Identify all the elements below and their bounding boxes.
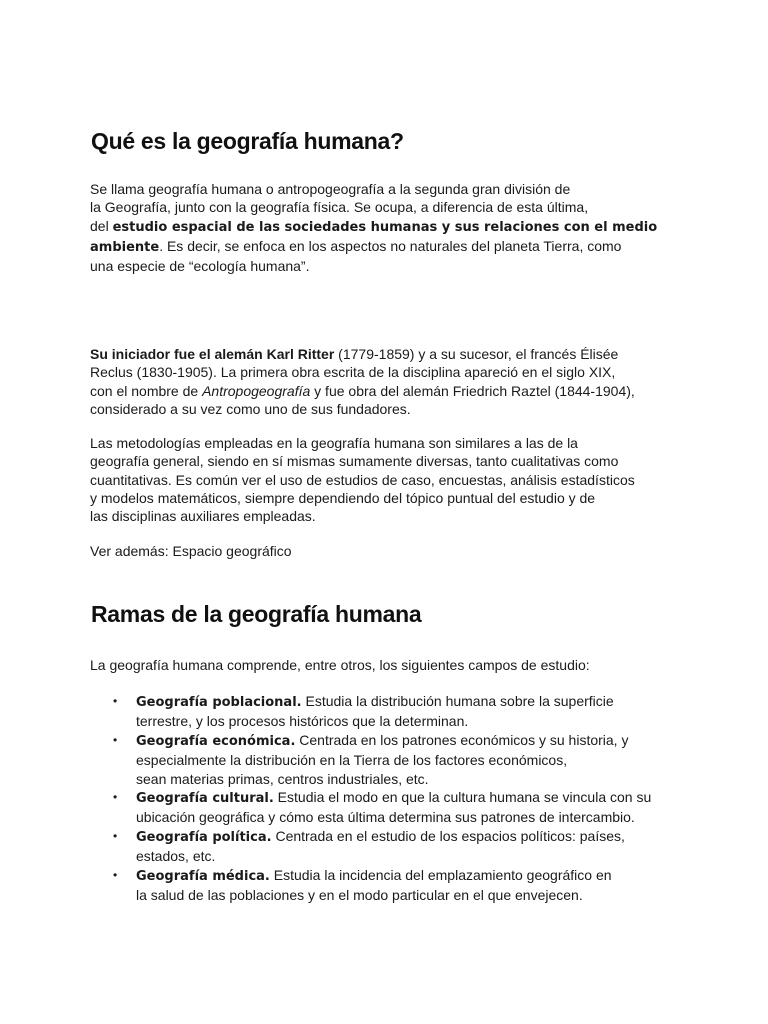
- text-line: una especie de “ecología humana”.: [90, 258, 310, 275]
- paragraph-intro-ramas: [90, 656, 590, 674]
- text-fragment: Centrada en el estudio de los espacios políticos: países,: [271, 827, 625, 844]
- text-fragment: Estudia la distribución humana sobre la superficie: [301, 693, 614, 709]
- list-item: [90, 827, 651, 866]
- bullet-icon: •: [113, 732, 118, 747]
- bullet-icon: •: [113, 867, 118, 882]
- text-fragment: con el nombre de: [90, 382, 203, 399]
- bullet-icon: •: [113, 828, 118, 843]
- paragraph-definition: [90, 180, 657, 275]
- bold-fragment: ambiente: [90, 239, 160, 255]
- text-fragment: (1779-1859) y a su sucesor, el francés Élisée: [334, 346, 619, 362]
- text-line: sean materias primas, centros industriales, etc.: [136, 770, 429, 787]
- text-fragment: . Es decir, se enfoca en los aspectos no naturales del planeta Tierra, como: [159, 237, 622, 254]
- bold-fragment: Geografía cultural.: [136, 791, 274, 807]
- text-line: Ver además: Espacio geográfico: [90, 543, 292, 559]
- text-line: cuantitativas. Es común ver el uso de estudios de caso, encuestas, análisis estadísticos: [90, 471, 635, 488]
- text-line: y modelos matemáticos, siempre dependiendo del tópico puntual del estudio y de: [90, 489, 596, 506]
- text-fragment: Estudia la incidencia del emplazamiento geográfico en: [269, 866, 612, 883]
- text-line: [90, 345, 635, 363]
- list-item: [90, 866, 651, 905]
- branches-list: [90, 692, 651, 904]
- section-title-que-es: Qué es la geografía humana?: [91, 128, 404, 154]
- bullet-icon: •: [113, 694, 118, 708]
- text-line: Se llama geografía humana o antropogeografía a la segunda gran división de: [90, 181, 571, 197]
- text-fragment: del: [90, 217, 113, 234]
- text-fragment: Centrada en los patrones económicos y su historia, y: [295, 731, 629, 748]
- text-line: [90, 217, 657, 237]
- text-line: considerado a su vez como uno de sus fundadores.: [90, 400, 411, 417]
- italic-fragment: Antropogeografía: [202, 382, 311, 399]
- list-item: [90, 788, 651, 827]
- paragraph-history: [90, 345, 635, 418]
- text-line: geografía general, siendo en sí mismas sumamente diversas, tanto cualitativas como: [90, 453, 619, 470]
- text-line: Las metodologías empleadas en la geografía humana son similares a las de la: [90, 435, 578, 451]
- text-fragment: Estudia el modo en que la cultura humana se vincula con su: [273, 789, 652, 806]
- bullet-icon: •: [113, 790, 118, 805]
- bold-fragment: Su iniciador fue el alemán Karl Ritter: [90, 346, 335, 362]
- text-line: [136, 827, 651, 847]
- text-line: estados, etc.: [136, 848, 216, 865]
- text-line: la salud de las poblaciones y en el modo particular en el que envejecen.: [136, 887, 583, 904]
- text-line: Reclus (1830-1905). La primera obra escrita de la disciplina apareció en el siglo XIX,: [90, 364, 616, 381]
- bold-fragment: estudio espacial de las sociedades humanas y sus relaciones con el medio: [112, 219, 658, 235]
- paragraph-methodology: [90, 434, 635, 525]
- text-fragment: y fue obra del alemán Friedrich Raztel (1844-1904),: [310, 382, 635, 399]
- text-line: [136, 731, 651, 751]
- bold-fragment: Geografía política.: [136, 829, 272, 845]
- text-line: [90, 382, 635, 400]
- see-also-text: [90, 542, 292, 560]
- text-line: ubicación geográfica y cómo esta última determina sus patrones de intercambio.: [136, 809, 635, 826]
- text-line: [136, 866, 651, 886]
- text-line: las disciplinas auxiliares empleadas.: [90, 508, 316, 525]
- section-title-ramas: Ramas de la geografía humana: [91, 601, 422, 627]
- list-item: [90, 731, 651, 788]
- text-line: especialmente la distribución en la Tierra de los factores económicos,: [136, 752, 568, 769]
- text-line: terrestre, y los procesos históricos que la determinan.: [136, 713, 469, 730]
- bold-fragment: Geografía poblacional.: [136, 695, 302, 710]
- bold-fragment: Geografía económica.: [136, 733, 296, 749]
- text-line: [136, 692, 651, 712]
- text-line: [136, 788, 651, 808]
- text-line: la Geografía, junto con la geografía física. Se ocupa, a diferencia de esta última,: [90, 199, 589, 216]
- bold-fragment: Geografía médica.: [136, 868, 270, 884]
- list-item: [90, 692, 651, 731]
- text-line: [90, 237, 657, 257]
- text-line: La geografía humana comprende, entre otros, los siguientes campos de estudio:: [90, 657, 590, 673]
